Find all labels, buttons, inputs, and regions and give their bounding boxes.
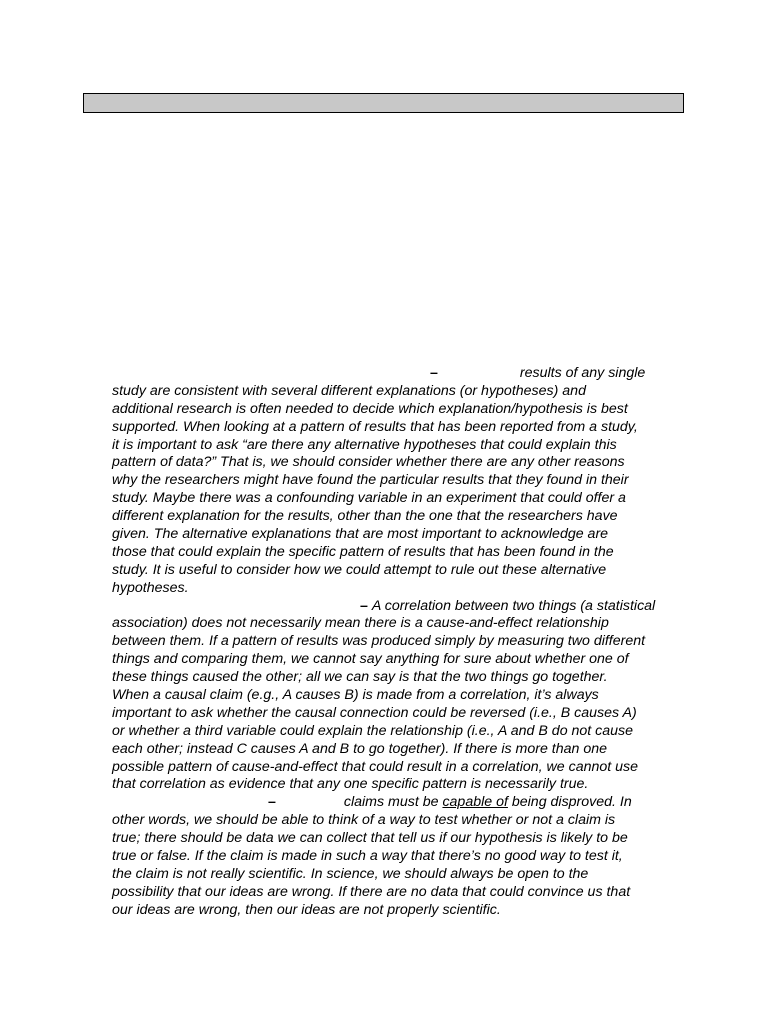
paragraph-2-line-1: A correlation between two things (a statistical <box>371 597 656 614</box>
paragraph-3-line-2: other words, we should be able to think of a way to test whether or not a claim is <box>112 812 616 829</box>
paragraph-3-line-3: true; there should be data we can collect that tell us if our hypothesis is likely to be <box>112 830 628 847</box>
paragraph-1-line-13: hypotheses. <box>112 579 189 596</box>
paragraph-3-line-7: our ideas are wrong, then our ideas are not properly scientific. <box>112 901 501 918</box>
paragraph-3-line-1-pre: claims must be <box>343 794 443 811</box>
paragraph-3-first-line <box>112 794 682 812</box>
paragraph-2-first-line <box>112 598 682 616</box>
paragraph-2-line-9: each other; instead C causes A and B to go together). If there is more than one <box>112 740 608 757</box>
paragraph-2-line-10: possible pattern of cause-and-effect that could result in a correlation, we cannot use <box>112 758 639 775</box>
paragraph-3-line-5: the claim is not really scientific. In science, we should always be open to the <box>112 865 589 882</box>
paragraph-1-line-7: why the researchers might have found the particular results that they found in their <box>112 472 629 489</box>
paragraph-2-line-4: things and comparing them, we cannot say anything for sure about whether one of <box>112 651 629 668</box>
paragraph-3-line-1-post: being disproved. In <box>507 794 632 811</box>
paragraph-1-line-6: pattern of data?” That is, we should consider whether there are any other reasons <box>112 454 625 471</box>
paragraph-2-line-3: between them. If a pattern of results was produced simply by measuring two different <box>112 633 646 650</box>
paragraph-1-first-line <box>112 365 682 383</box>
paragraph-1-line-2: study are consistent with several different explanations (or hypotheses) and <box>112 382 586 399</box>
paragraph-1-line-4: supported. When looking at a pattern of results that has been reported from a study, <box>112 418 638 435</box>
document-body <box>112 365 682 920</box>
paragraph-1-line-3: additional research is often needed to decide which explanation/hypothesis is best <box>112 400 628 417</box>
paragraph-1-line-9: different explanation for the results, other than the one that the researchers have <box>112 508 618 525</box>
paragraph-1-dash: – <box>430 365 438 381</box>
paragraph-2-line-5: these things caused the other; all we can say is that the two things go together. <box>112 669 608 686</box>
paragraph-2-line-8: or whether a third variable could explain the relationship (i.e., A and B do not cause <box>112 722 634 739</box>
paragraph-2-line-2: association) does not necessarily mean there is a cause-and-effect relationship <box>112 615 609 632</box>
paragraph-3-underlined-phrase: capable of <box>442 794 508 811</box>
paragraph-3-line-6: possibility that our ideas are wrong. If there are no data that could convince us that <box>112 883 631 900</box>
paragraph-1-line-12: study. It is useful to consider how we could attempt to rule out these alternative <box>112 561 607 578</box>
paragraph-1-line-1: results of any single <box>519 365 646 381</box>
paragraph-2-line-11: that correlation as evidence that any one specific pattern is necessarily true. <box>112 776 589 793</box>
paragraph-1-line-8: study. Maybe there was a confounding variable in an experiment that could offer a <box>112 490 626 507</box>
paragraph-1-line-5: it is important to ask “are there any alternative hypotheses that could explain this <box>112 436 617 453</box>
paragraph-3-dash: – <box>268 794 276 811</box>
paragraph-2-dash: – <box>360 597 368 614</box>
paragraph-1-line-11: those that could explain the specific pattern of results that has been found in the <box>112 543 614 560</box>
paragraph-2-line-7: important to ask whether the causal connection could be reversed (i.e., B causes A) <box>112 704 637 721</box>
paragraph-3-line-4: true or false. If the claim is made in such a way that there’s no good way to test it, <box>112 848 623 865</box>
header-bar <box>83 93 684 113</box>
paragraph-2-line-6: When a causal claim (e.g., A causes B) is made from a correlation, it’s always <box>112 687 599 704</box>
paragraph-1-line-10: given. The alternative explanations that are most important to acknowledge are <box>112 526 609 543</box>
